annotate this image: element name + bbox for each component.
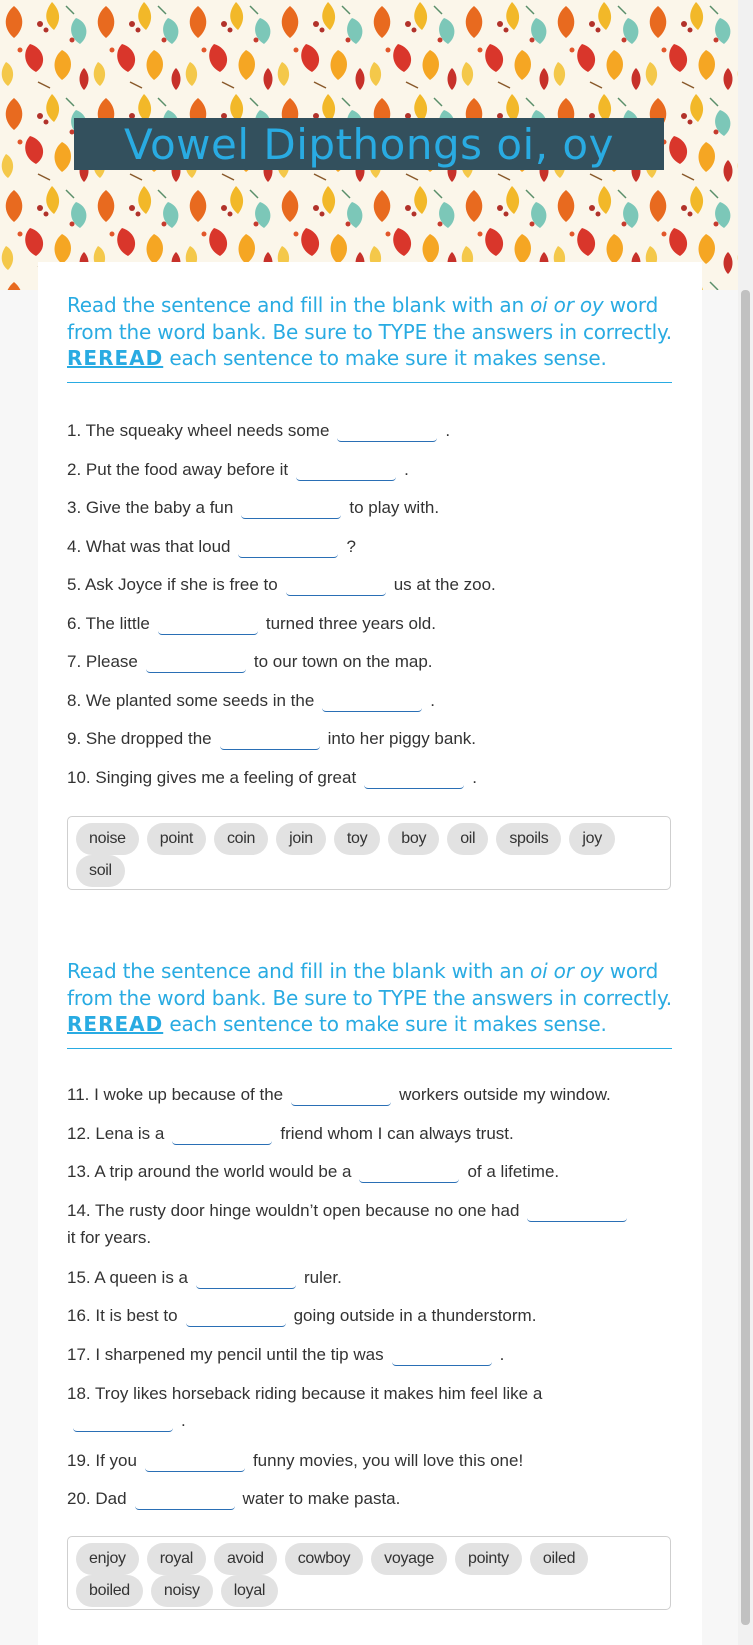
question-row [67, 533, 673, 560]
question-text: 5. Ask Joyce if she is free to [67, 575, 278, 594]
question-text-after: turned three years old. [265, 614, 436, 633]
question-text-after: funny movies, you will love this one! [252, 1451, 524, 1470]
autumn-leaves-banner [0, 0, 738, 290]
question-text: 10. Singing gives me a feeling of great [67, 768, 357, 787]
word-bank-chip[interactable]: noise [76, 823, 139, 855]
question-row [67, 687, 673, 714]
word-bank-chip[interactable]: avoid [214, 1543, 277, 1575]
question-text: 20. Dad [67, 1489, 127, 1508]
question-row [67, 456, 673, 483]
question-text-after: . [404, 460, 409, 479]
instructions-text: Read the sentence and fill in the blank with an [67, 959, 531, 983]
word-bank-chip[interactable]: join [276, 823, 326, 855]
question-row [67, 1341, 673, 1368]
answer-blank-input[interactable] [296, 458, 396, 481]
question-text-after: to our town on the map. [253, 652, 433, 671]
question-text-after: . [430, 691, 436, 710]
word-bank-chip[interactable]: noisy [151, 1575, 213, 1607]
question-text-after: it for years. [67, 1228, 152, 1247]
word-bank-chip[interactable]: oil [447, 823, 488, 855]
question-text-after: of a lifetime. [467, 1162, 560, 1181]
question-text-after: . [445, 421, 451, 440]
question-text: 16. It is best to [67, 1306, 178, 1325]
answer-blank-input[interactable] [186, 1304, 286, 1327]
question-text-after: to play with. [349, 498, 440, 517]
answer-blank-input[interactable] [172, 1122, 272, 1145]
question-text: 6. The little [67, 614, 150, 633]
question-text-after: us at the zoo. [393, 575, 496, 594]
question-row [67, 1447, 673, 1474]
question-text: 12. Lena is a [67, 1124, 165, 1143]
question-row [67, 1264, 673, 1291]
word-bank-chip[interactable]: boy [388, 823, 439, 855]
word-bank-chip[interactable]: soil [76, 855, 125, 887]
instructions-emphasis: oi or oy [530, 293, 604, 317]
word-bank-chip[interactable]: cowboy [285, 1543, 363, 1575]
question-text-after: workers outside my window. [399, 1085, 611, 1104]
word-bank-chip[interactable]: joy [569, 823, 615, 855]
question-row [67, 610, 673, 637]
section-2 [67, 958, 672, 1049]
instructions-2 [67, 958, 672, 1049]
instructions-text: word from the word bank. Be sure to TYPE the answers in correctly. [67, 293, 672, 344]
question-row [67, 417, 673, 444]
answer-blank-input[interactable] [291, 1083, 391, 1106]
answer-blank-input[interactable] [337, 419, 437, 442]
question-text-after: . [499, 1345, 505, 1364]
word-bank-chip[interactable]: voyage [371, 1543, 447, 1575]
answer-blank-input[interactable] [135, 1487, 235, 1510]
answer-blank-input[interactable] [322, 689, 422, 712]
question-text-after: . [472, 768, 477, 787]
word-bank-chip[interactable]: spoils [496, 823, 561, 855]
question-text-after: . [181, 1411, 186, 1430]
question-text: 3. Give the baby a fun [67, 498, 234, 517]
instructions-text: each sentence to make sure it makes sense. [163, 346, 607, 370]
answer-blank-input[interactable] [220, 727, 320, 750]
question-row [67, 648, 673, 675]
question-row [67, 1302, 673, 1329]
answer-blank-input[interactable] [364, 766, 464, 789]
question-row [67, 764, 673, 791]
word-bank-chip[interactable]: point [147, 823, 206, 855]
word-bank-2 [67, 1536, 671, 1610]
question-text-after: ? [346, 537, 356, 556]
question-text: 9. She dropped the [67, 729, 212, 748]
question-row [67, 1158, 673, 1185]
answer-blank-input[interactable] [527, 1199, 627, 1222]
word-bank-chip[interactable]: coin [214, 823, 268, 855]
word-bank-chip[interactable]: oiled [530, 1543, 588, 1575]
question-row [67, 1485, 673, 1512]
scrollbar-thumb[interactable] [741, 290, 750, 1625]
answer-blank-input[interactable] [286, 573, 386, 596]
question-row [67, 1197, 673, 1251]
word-bank-chip[interactable]: boiled [76, 1575, 143, 1607]
title-box [74, 118, 664, 170]
word-bank-1 [67, 816, 671, 890]
question-row [67, 1081, 673, 1108]
question-text-after: going outside in a thunderstorm. [293, 1306, 537, 1325]
question-text: 18. Troy likes horseback riding because it makes him feel like a [67, 1384, 543, 1403]
question-text: 1. The squeaky wheel needs some [67, 421, 330, 440]
question-row [67, 1380, 673, 1434]
question-text-after: friend whom I can always trust. [280, 1124, 514, 1143]
question-text-after: into her piggy bank. [327, 729, 477, 748]
answer-blank-input[interactable] [392, 1343, 492, 1366]
answer-blank-input[interactable] [241, 496, 341, 519]
question-row [67, 494, 673, 521]
word-bank-chip[interactable]: pointy [455, 1543, 522, 1575]
answer-blank-input[interactable] [359, 1160, 459, 1183]
question-text: 19. If you [67, 1451, 137, 1470]
answer-blank-input[interactable] [146, 650, 246, 673]
question-text: 4. What was that loud [67, 537, 231, 556]
answer-blank-input[interactable] [196, 1266, 296, 1289]
section-1 [67, 292, 672, 383]
answer-blank-input[interactable] [73, 1409, 173, 1432]
reread-label: REREAD [67, 1012, 164, 1036]
question-text-after: ruler. [304, 1268, 342, 1287]
question-text: 11. I woke up because of the [67, 1085, 284, 1104]
answer-blank-input[interactable] [158, 612, 258, 635]
word-bank-chip[interactable]: loyal [221, 1575, 278, 1607]
question-row [67, 571, 673, 598]
question-text: 2. Put the food away before it [67, 460, 289, 479]
word-bank-chip[interactable]: enjoy [76, 1543, 139, 1575]
question-row [67, 1120, 673, 1147]
instructions-text: each sentence to make sure it makes sense. [163, 1012, 607, 1036]
reread-label: REREAD [67, 346, 164, 370]
page-title: Vowel Dipthongs oi, oy [124, 119, 614, 169]
instructions-text: Read the sentence and fill in the blank with an [67, 293, 531, 317]
question-text-after: water to make pasta. [242, 1489, 401, 1508]
answer-blank-input[interactable] [238, 535, 338, 558]
word-bank-chip[interactable]: toy [334, 823, 380, 855]
question-text: 7. Please [67, 652, 138, 671]
word-bank-chip[interactable]: royal [147, 1543, 206, 1575]
scrollbar[interactable] [738, 0, 753, 1645]
instructions-emphasis: oi or oy [530, 959, 604, 983]
question-text: 15. A queen is a [67, 1268, 188, 1287]
answer-blank-input[interactable] [145, 1449, 245, 1472]
question-text: 14. The rusty door hinge wouldn’t open because no one had [67, 1201, 520, 1220]
instructions-text: word from the word bank. Be sure to TYPE the answers in correctly. [67, 959, 672, 1010]
question-row [67, 725, 673, 752]
question-text: 17. I sharpened my pencil until the tip was [67, 1345, 384, 1364]
question-text: 13. A trip around the world would be a [67, 1162, 352, 1181]
question-text: 8. We planted some seeds in the [67, 691, 315, 710]
instructions-1 [67, 292, 672, 383]
